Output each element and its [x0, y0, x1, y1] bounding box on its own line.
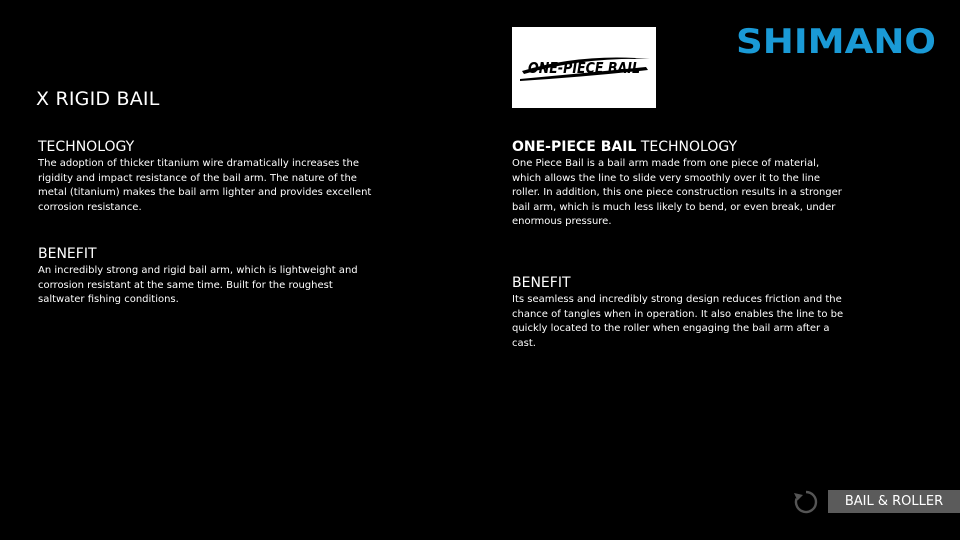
svg-text:ONE-PIECE BAIL: ONE-PIECE BAIL: [528, 59, 640, 77]
benefit-section: [38, 246, 378, 308]
one-piece-bail-benefit-text: Its seamless and incredibly strong design reduces friction and the chance of tangles when in operation. It also enables the line to be quickly located to the roller when engaging the bail arm after a cast.: [512, 294, 844, 349]
one-piece-bail-technology-text: One Piece Bail is a bail arm made from one piece of material, which allows the line to slide very smoothly over it to the line roller. In addition, this one piece construction results in a stronger bail arm, which is much less likely to bend, or even break, under enormous pressure.: [512, 158, 842, 228]
page-title: X RIGID BAIL: [36, 88, 160, 110]
heading-bold-part: ONE-PIECE BAIL: [512, 139, 637, 155]
benefit-heading: BENEFIT: [38, 246, 97, 262]
one-piece-bail-technology-heading: [512, 139, 847, 156]
bail-and-roller-button[interactable]: BAIL & ROLLER: [828, 490, 960, 513]
one-piece-bail-badge: [512, 27, 656, 108]
technology-section: [38, 139, 378, 215]
replay-icon[interactable]: [792, 488, 820, 516]
technology-text: The adoption of thicker titanium wire dramatically increases the rigidity and impact resistance of the bail arm. The nature of the metal (titanium) makes the bail arm lighter and provides excellent corrosion resistance.: [38, 158, 372, 213]
one-piece-bail-technology-section: [512, 139, 847, 230]
heading-rest-part: TECHNOLOGY: [636, 139, 738, 155]
one-piece-bail-benefit-heading: BENEFIT: [512, 275, 571, 291]
one-piece-bail-logo: [512, 27, 656, 108]
one-piece-bail-benefit-section: [512, 275, 847, 351]
technology-heading: TECHNOLOGY: [38, 139, 135, 155]
shimano-logo: [735, 24, 937, 56]
benefit-text: An incredibly strong and rigid bail arm, which is lightweight and corrosion resistant at the same time. Built for the roughest saltwater fishing conditions.: [38, 265, 358, 306]
svg-text:SHIMANO: SHIMANO: [736, 24, 936, 56]
